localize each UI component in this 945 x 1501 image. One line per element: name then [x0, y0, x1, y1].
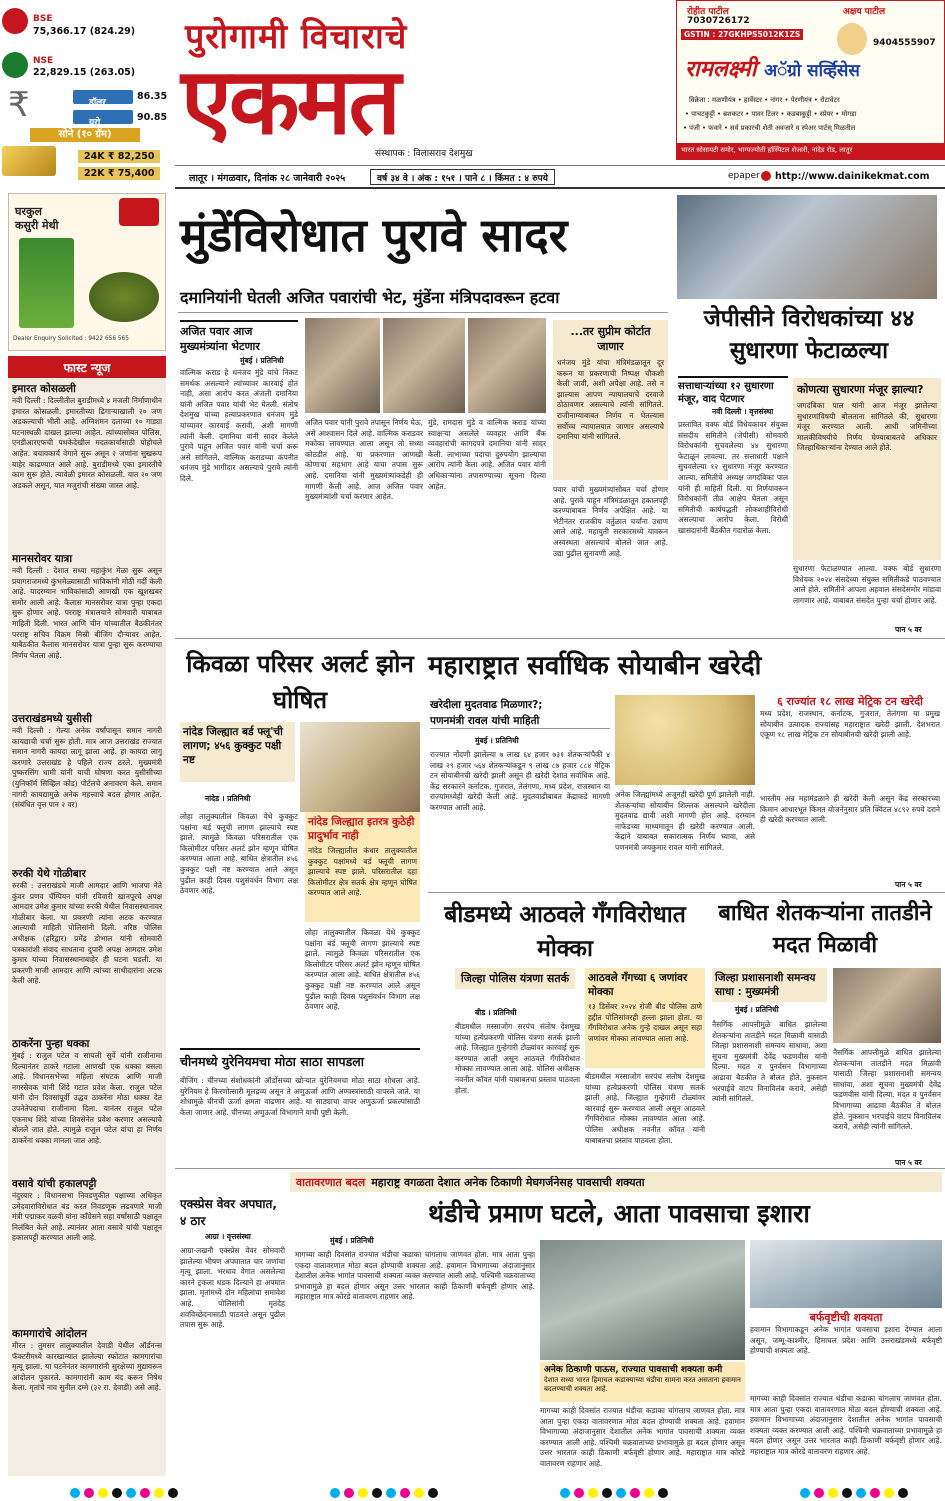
- bird-alert-box: [305, 812, 420, 922]
- registration-marks-far-right: [800, 1488, 908, 1498]
- ad-phone-2: 9404555907: [873, 38, 936, 48]
- soy-text-2: अनेक जिल्ह्यांमध्ये अजूनही खरेदी पूर्ण झालेली नाही. शेतकऱ्यांचा सोयाबीन शिल्लक असल्याने खरेदीला मुदतवाढ द्यावी अशी मागणी होत आहे. दरम्यान नाफेडच्या माध्यमातून ही खरेदी करण्यात आली. केंद्राने याबाबत सकारात्मक निर्णय घ्यावा, असे पणनमंत्री जयकुमार रावल यांनी सांगितले.: [615, 790, 755, 852]
- express-text: आग्रा-लखनौ एक्स्प्रेस वेवर सोमवारी झालेल्या भीषण अपघातात चार जणांचा मृत्यू झाला. भरधाव वेगात असलेल्या कारने ट्रकला धडक दिल्याने हा अपघात झाला. मृतांमध्ये दोन महिलांचा समावेश आहे. पोलिसांनी मृतदेह शवविच्छेदनासाठी पाठवले असून पुढील तपास सुरू आहे.: [180, 1246, 285, 1330]
- lead-rule: [178, 312, 668, 313]
- weather-caption-text: देशात सध्या भारत हिमाचल कडाक्याच्या थंडीचा सामना करत असताना हवामान बदलण्याची शक्यता आहे.: [544, 1376, 741, 1393]
- express-byline: आग्रा । वृत्तसंस्था: [205, 1232, 251, 1241]
- soy-box: [760, 695, 940, 791]
- left-ad: [8, 193, 166, 351]
- ad-left-small: Dealer Enquiry Solicited : 9422 656 565: [13, 336, 129, 342]
- weather-strip-text: महाराष्ट्र वगळता देशात अनेक ठिकाणी मेघगर्जनेसह पावसाची शक्यता: [371, 1175, 645, 1189]
- ad-left-brand: घरकुल: [15, 205, 42, 218]
- weather-strip: [290, 1172, 942, 1192]
- agro-ad: [676, 0, 945, 160]
- lead-photo-munde: [468, 318, 546, 413]
- registration-marks-left: [70, 1488, 178, 1498]
- bull-icon: [2, 8, 28, 34]
- weather-headline: थंडीचे प्रमाण घटले, आता पावसाचा इशारा: [428, 1199, 810, 1228]
- masthead-title: एकमत: [181, 48, 398, 155]
- express-headline: एक्स्प्रेस वेवर अपघात, ४ ठार: [180, 1197, 277, 1228]
- gold-label: सोने (१० ग्रॅम): [30, 128, 140, 142]
- farmers-text-2: नैसर्गिक आपत्तीमुळे बाधित झालेल्या शेतकऱ्यांना तातडीने मदत मिळावी यासाठी जिल्हा प्रशासनाशी समन्वय साधावा, अशा सूचना मुख्यमंत्री देवेंद्र फडणवीस यांनी दिल्या. मदत व पुनर्वसन विभागाच्या आढावा बैठकीत ते बोलत होते. नुकसान भरपाईचे वाटप विनाविलंब करावे, असेही त्यांनी सांगितले.: [833, 1048, 941, 1132]
- beed-headline: बीडमध्ये आठवले गँगविरोधात मोक्का: [444, 902, 686, 962]
- rain-photo: [540, 1240, 745, 1360]
- lead-byline: मुंबई । प्रतिनिधी: [240, 356, 284, 365]
- fast-news-header: [8, 356, 166, 378]
- chicken-photo: [300, 722, 420, 812]
- bird-text: लोहा तालुक्यातील किवळा येथे कुक्कुट पक्षांना बर्ड फ्लूची लागण झाल्याचे स्पष्ट झाले. त्यामुळे किवळा परिसरातील एक किलोमीटर परिसर अलर्ट झोन म्हणून घोषित करण्यात आला आहे. बाधित क्षेत्रातील ४५६ कुक्कुट पक्षी नष्ट करण्यात आले असून पुढील काही दिवस पशुसंवर्धन विभाग लक्ष ठेवणार आहे.: [180, 812, 298, 896]
- weather-caption-title: अनेक ठिकाणी पाऊस, राज्यात पावसाची शक्यता कमी: [544, 1365, 723, 1375]
- jpc-box-title: कोणत्या सुधारणा मंजूर झाल्या?: [797, 383, 924, 396]
- section-rule-1: [175, 638, 945, 639]
- news-title: इमारत कोसळली: [12, 383, 76, 395]
- farmers-byline: मुंबई । प्रतिनिधी: [735, 1005, 779, 1014]
- gold-bar-icon: [2, 146, 56, 176]
- news-text: रुरकी : उत्तराखंडचे माजी आमदार आणि भाजपा नेते कुंवर प्रणव चॅम्पियन यांनी रविवारी खानपूरचे अपक्ष आमदार उमेश कुमार यांच्या रुरकी येथील निवासस्थानावर गोळीबार केला. या प्रकरणी त्यांना अटक करण्यात आल्याची माहिती पोलिसांनी दिली. वरिष्ठ पोलिस अधीक्षक (हरिद्वार) प्रमेंद्र डोभाल यांनी सोमवारी पत्रकारांशी संवाद साधताना दुपारी अपक्ष आमदार उमेश कुमार यांच्या निवासस्थानाबाहेर ही घटना घडली. या प्रकरणी माजी आमदार आणि त्यांच्या साथीदारांना अटक केली आहे.: [12, 881, 162, 986]
- bird-alert-title: नांदेड जिल्ह्यात इतरत्र कुठेही प्रादुर्भाव नाही: [308, 816, 415, 842]
- news-text: नंदुरबार : विधानसभा निवडणुकीत पक्षाच्या अधिकृत उमेदवाराविरोधात बंड करत निवडणूक लढवणारे माजी मंत्री पद्माकर वळवी यांना काँग्रेसने सहा वर्षांसाठी पक्षातून निलंबित केले आहे. त्यानंतर आता वसावे यांची पक्षातून हकालपट्टी करण्यात आली आहे.: [12, 1191, 162, 1243]
- list-item: [12, 552, 162, 712]
- list-item: [12, 1177, 162, 1327]
- farmer-avatar: [837, 23, 867, 55]
- jpc-headline: जेपीसीने विरोधकांच्या ४४ सुधारणा फेटाळल्या: [703, 306, 915, 364]
- weather-caption: [540, 1362, 745, 1402]
- jpc-text-2: सुधारणा फेटाळण्यात आल्या. वक्फ बोर्ड सुधारणा विधेयक २०२४ संसदेच्या संयुक्त समितीकडे पाठवण्यात आले होते. समितीने आपला अहवाल संसदेसमोर मांडावा लागणार आहे. याबाबत संसदेत पुन्हा चर्चा होणार आहे.: [793, 564, 941, 605]
- section-rule-3: [175, 1168, 945, 1169]
- weather-text-3: मागच्या काही दिवसांत राज्यात थंडीचा कडाका चांगलाच जाणवत होता. मात्र आता पुन्हा एकदा वातावरणात मोठा बदल होण्याची शक्यता आहे. हवामान विभागाच्या अंदाजानुसार देशातील अनेक भागांत पावसाची शक्यता व्यक्त करण्यात आली आहे. पश्चिमी चक्रवाताच्या प्रभावामुळे हा बदल होणार असून उत्तर भारतात काही ठिकाणी बर्फवृष्टी होणार आहे. महाराष्ट्रात मात्र कोरडे वातावरण राहणार आहे.: [750, 1394, 942, 1456]
- farmers-box-title: जिल्हा प्रशासनाशी समन्वय साधा : मुख्यमंत्री: [712, 968, 827, 1002]
- lead-photo-pawar: [383, 318, 465, 413]
- masthead-founder: संस्थापक : विलासराव देशमुख: [375, 149, 473, 159]
- list-item: [12, 1037, 162, 1177]
- lead-box-text: धनंजय मुंडे यांचा मंत्रिमंडळातून दूर करून या प्रकरणाची निष्पक्ष चौकशी केली जावी, अशी अपेक्षा आहे. तसे न झाल्यास आपण न्यायालयाचे दरवाजे ठोठावणार असल्याचे त्यांनी सांगितले. राजीनाम्याबाबत निर्णय न घेतल्यास सर्वोच्च न्यायालयात जाणार असल्याचे दमानिया यांनी सांगितले.: [557, 358, 664, 442]
- farmers-headline: बाधित शेतकऱ्यांना तातडीने मदत मिळावी: [718, 901, 932, 958]
- bse-label: BSE: [33, 14, 53, 24]
- euro-label: युरो: [89, 118, 101, 128]
- bird-text-2: लोहा तालुक्यातील किवळा येथे कुक्कुट पक्षांना बर्ड फ्लूची लागण झाल्याचे स्पष्ट झाले. त्यामुळे किवळा परिसरातील एक किलोमीटर परिसर अलर्ट झोन म्हणून घोषित करण्यात आला आहे. बाधित क्षेत्रातील ४५६ कुक्कुट पक्षी नष्ट करण्यात आले असून पुढील काही दिवस पशुसंवर्धन विभाग लक्ष ठेवणार आहे.: [305, 928, 420, 1012]
- lead-side-title: अजित पवार आज मुख्यमंत्र्यांना भेटणार: [180, 320, 298, 354]
- snow-photo: [750, 1240, 942, 1308]
- beed-box-title: जिल्हा पोलिस यंत्रणा सतर्क: [455, 968, 575, 989]
- dollar-value: 86.35: [137, 91, 168, 102]
- news-text: नवी दिल्ली : देशात सध्या महाकुंभ मेळा सुरू असून प्रयागराजमध्ये कुंभमेळ्यासाठी भाविकांनी मोठी गर्दी केली आहे. यादरम्यान भाविकांसाठी आणखी एक खूशखबर समोर आली आहे. कैलास मानसरोवर यात्रा पुन्हा एकदा सुरू होणार आहे. परराष्ट्र मंत्रालयाने सोमवारी याबाबत माहिती दिली. भारत आणि चीन यांच्यातील बैठकीनंतर परराष्ट्र सचिव विक्रम मिस्री बीजिंग दौऱ्यावर आहेत. याबैठकीत कैलास मानसरोवर यात्रा पुन्हा सुरू करण्याचा निर्णय घेतला आहे.: [12, 566, 162, 660]
- bird-box-title: नांदेड जिल्ह्यात बर्ड फ्लू'ची लागण; ४५६ कुक्कुट पक्षी नष्ट: [180, 722, 295, 782]
- soy-text-1: राज्यात नोंदणी झालेल्या ७ लाख ६४ हजार ७३१ शेतकऱ्यांपैकी ४ लाख २९ हजार ५६४ शेतकऱ्यांकडून ९ लाख ८७ हजार ८८४ मेट्रिक टन सोयाबीनची खरेदी झाली असून ही खरेदी देशात सर्वाधिक आहे. केंद्र सरकारने कर्नाटक, गुजरात, तेलंगणा, मध्य प्रदेश, राजस्थान या राज्यांमध्येही खरेदी केली आहे. मुदतवाढीबाबत केंद्राकडे मागणी करण्यात आली आहे.: [430, 750, 610, 812]
- dateline-bar: [175, 165, 945, 187]
- masthead-tagline: पुरोगामी विचाराचे: [185, 17, 408, 57]
- farmers-text: नैसर्गिक आपत्तीमुळे बाधित झालेल्या शेतकऱ्यांना तातडीने मदत मिळावी यासाठी जिल्हा प्रशासनाशी समन्वय साधावा, अशा सूचना मुख्यमंत्री देवेंद्र फडणवीस यांनी दिल्या. मदत व पुनर्वसन विभागाच्या आढावा बैठकीत ते बोलत होते. नुकसान भरपाईचे वाटप विनाविलंब करावे, असेही त्यांनी सांगितले.: [712, 1020, 827, 1104]
- lead-headline: मुंडेंविरोधात पुरावे सादर: [180, 208, 568, 262]
- news-text: नवी दिल्ली : गेल्या अनेक वर्षांपासून समान नागरी कायद्याची चर्चा सुरू होती. मात्र आज उत्तराखंड राज्यात समान नागरी कायदा लागू झाला आहे. हा कायदा लागू करणारे उत्तराखंड हे पहिले राज्य ठरले. मुख्यमंत्री पुष्करसिंग धामी यांनी याची घोषणा करत युसीसीच्या (युनिफॉर्म सिव्हिल कोड) पोर्टलचे अनावरण केले. समान नागरी कायद्यामुळे अनेक महत्त्वाचे बदल होणार आहेत. (संबंधित वृत्त पान २ वर): [12, 726, 162, 810]
- jpc-byline: नवी दिल्ली । वृत्तसंस्था: [712, 407, 774, 416]
- lead-subhead: दमानियांनी घेतली अजित पवारांची भेट, मुंडेंना मंत्रिपदावरून हटवा: [180, 288, 560, 307]
- list-item: [12, 712, 162, 867]
- ad-line-4: भारत सोसायटी समोर, भाग्यज्योती हॉस्पिटल शेजारी, नांदेड रोड, लातूर: [677, 143, 944, 159]
- farmers-continued: पान ५ वर: [895, 1158, 922, 1167]
- china-text: बीजिंग : चीनच्या संशोधकांनी ऑर्डोसच्या खोऱ्यात युरेनियमचा मोठा साठा शोधला आहे. युरेनियम हे किरणोत्सारी मूलद्रव्य असून ते अणुऊर्जा आणि अण्वस्त्रांसाठी वापरले जाते. या शोधामुळे चीनची ऊर्जा क्षमता वाढणार आहे. या साठ्याचा वापर अणुऊर्जा प्रकल्पांसाठी केला जाणार आहे. चीनच्या अणुऊर्जा विभागाने याची पुष्टी केली.: [180, 1076, 420, 1117]
- market-box: [0, 0, 168, 185]
- ad-line-2: • पाचटकुट्टी • ब्रशकटर • पावर टिलर • कडबाकुट्टी • स्प्रेयर • मोगडा: [685, 110, 857, 118]
- ad-name-1: रोहीत पाटील: [687, 7, 729, 17]
- bird-alert-text: नांदेड जिल्ह्यातील कंधार तालुक्यातील कुक्कुट पक्षांमध्ये बर्ड फ्लूची लागण झाल्याचे स्पष्ट झाले. परिसरातील दहा किलोमीटर क्षेत्र सतर्क क्षेत्र म्हणून घोषित करण्यात आले आहे.: [308, 846, 417, 898]
- weather-text-2: मागच्या काही दिवसांत राज्यात थंडीचा कडाका चांगलाच जाणवत होता. मात्र आता पुन्हा एकदा वातावरणात मोठा बदल होण्याची शक्यता आहे. हवामान विभागाच्या अंदाजानुसार देशातील अनेक भागांत पावसाची शक्यता व्यक्त करण्यात आली आहे. पश्चिमी चक्रवाताच्या प्रभावामुळे हा बदल होणार असून उत्तर भारतात काही ठिकाणी बर्फवृष्टी होणार आहे. महाराष्ट्रात मात्र कोरडे वातावरण राहणार आहे.: [540, 1406, 745, 1468]
- fast-news: [8, 356, 166, 1476]
- issue-info: वर्ष ३४ वे । अंक : १५१ । पाने ८ । किंमत : ४ रुपये: [370, 169, 555, 185]
- news-text: मुंबई : राजुल पटेल व सायली सुर्वे यांनी राजीनामा दिल्यानंतर ठाकरे गटाला आणखी एक धक्का बसला आहे. विधानसभेच्या महिला संघटक आणि माजी नगरसेवक यांनी शिंदे गटात प्रवेश केला. राजुल पटेल यांनी दोन दिवसांपूर्वी उद्धव ठाकरेंना मोठा धक्का देत उपनेतेपदाचा राजीनामा दिला. यानंतर राजुल पटेल एकनाथ शिंदे यांच्या शिवसेनेत प्रवेश करणार असल्याचे बोलले जात होते. त्यामुळे राजुल पटेल यांचा हा निर्णय ठाकरेंना धक्का मानला जात आहे.: [12, 1051, 162, 1145]
- gold-24k: 24K ₹ 82,250: [78, 150, 160, 163]
- weather-box-text: हवामान विभागाकडून अनेक भागांत पावसाचा इशारा देण्यात आला असून, जम्मू-काश्मीर, हिमाचल प्रदेश आणि उत्तराखंडमध्ये बर्फवृष्टी होण्याची शक्यता आहे.: [750, 1325, 942, 1356]
- soy-kicker: खरेदीला मुदतवाढ मिळणार?;: [430, 699, 543, 711]
- beed-text-2: बीडमधील मस्साजोग सरपंच संतोष देशमुख यांच्या हत्येप्रकरणी पोलिस यंत्रणा सतर्क झाली आहे. जिल्ह्यात गुन्हेगारी टोळ्यांवर कारवाई सुरू करण्यात आली असून आठवले गँगविरोधात मोक्का लावण्यात आला आहे. पोलिस अधीक्षक नवनीत कॉवत यांनी याबाबतचा प्रस्ताव पाठवला होता.: [585, 1072, 705, 1145]
- ad-gstin: GSTIN : 27GKHPS5012K1ZS: [681, 29, 803, 40]
- dateline: लातूर । मंगळवार, दिनांक २८ जानेवारी २०२५: [189, 173, 346, 184]
- weather-byline: मुंबई । प्रतिनिधी: [330, 1236, 374, 1245]
- soy-text-3: भारतीय अन्न महामंडळाने ही खरेदी केली असून केंद्र सरकारच्या किमान आधारभूत किंमत योजनेनुसार प्रति क्विंटल ४८९२ रुपये दराने ही खरेदी करण्यात आली.: [760, 794, 940, 825]
- news-title: ठाकरेंना पुन्हा धक्का: [12, 1038, 90, 1050]
- soy-box-text: मध्य प्रदेश, राजस्थान, कर्नाटक, गुजरात, तेलंगणा या प्रमुख सोयाबीन उत्पादक राज्यांसह महाराष्ट्रात खरेदी झाली. देशभरात एकूण १८ लाख मेट्रिक टन सोयाबीनची खरेदी झाली आहे.: [760, 709, 940, 740]
- ad-brand-2: अॅग्रो सर्व्हिसेस: [764, 61, 860, 81]
- beed-box2-text: १३ डिसेंबर २०२४ रोजी बीड पोलिस ठाणे हद्दीत पोलिसांवरही हल्ला झाला होता. या गँगविरोधात अनेक गुन्हे दाखल असून सहा जणांवर मोक्का लावण्यात आला आहे.: [588, 1002, 702, 1043]
- registration-marks-right: [560, 1488, 668, 1498]
- euro-value: 90.85: [137, 112, 168, 123]
- section-rule-2: [428, 892, 945, 893]
- weather-strip-label: वातावरणात बदल: [296, 1175, 366, 1189]
- jpc-box-text: जगदंबिका पाल यांनी आज मंजूर झालेल्या सुधारणांविषयी बोलताना सांगितले की, सुधारणा मंजूर करण्यात आली. आधी जमिनीच्या मालकीविषयीचे निर्णय घेण्याबाबतचे अधिकार जिल्हाधिकाऱ्यांना देण्यात आले होते.: [797, 401, 937, 453]
- list-item: [12, 867, 162, 1037]
- lead-col-4: पवार यांची मुख्यमंत्र्यांसोबत चर्चा होणार आहे. पुरावे पाहून मंत्रिमंडळातून हकालपट्टी करण्याबाबत निर्णय अपेक्षित आहे. या भेटीनंतर राजकीय वर्तुळात चर्चांना उधाण आले आहे. महायुती सरकारमध्ये यावरून अस्वस्थता असल्याचे बोलले जात आहे. उद्या पुढील सुनावणी आहे.: [553, 485, 668, 558]
- website-link[interactable]: http://www.dainikekmat.com: [775, 171, 930, 182]
- bse-value: 75,366.17 (824.29): [33, 26, 136, 37]
- beed-box2-title: आठवले गँगच्या ६ जणांवर मोक्का: [588, 972, 688, 998]
- registration-marks-center: [330, 1488, 438, 1498]
- ad-line-3: • पंजी • फवारे • सर्व प्रकारची शेती अवजारे व स्पेअर पार्टस् मिळतील: [683, 124, 856, 132]
- lead-col-2: अजित पवार यांनी पुरावे तपासून निर्णय घेऊ, असे आश्वासन दिले आहे. वाल्मिक कराडवर मकोका लावण्यात आला असून तो सध्या कोठडीत आहे. या प्रकरणात आणखी कोणाचा सहभाग आहे याचा तपास सुरू आहे. दमानिया यांनी मुख्यमंत्र्यांकडेही ही मागणी केली आहे. आज अजित पवार मुख्यमंत्र्यांशी चर्चा करणार आहेत.: [305, 418, 423, 502]
- beed-box-2: [585, 968, 705, 1068]
- fadnavis-photo: [833, 968, 941, 1043]
- spice-packet-icon: [19, 238, 74, 328]
- lead-col-3: मुंडे, रामदास मुंडे व वाल्मिक कराड यांच्या स्वाक्षऱ्या असलेले व्यवहार आणि बँक व्यवहारांची कागदपत्रे दमानिया यांनी सादर केली. लाभाच्या पदाचा दुरुपयोग झाल्याचा आरोप त्यांनी केला आहे. अजित पवार यांनी अधिकाऱ्यांना तपासण्याच्या सूचना दिल्या आहेत.: [428, 418, 546, 491]
- jpc-text-1: प्रस्तावित वक्फ बोर्ड विधेयकावर संयुक्त संसदीय समितीने (जेपीसी) सोमवारी विरोधकांनी सुचवलेल्या ४४ सुधारणा फेटाळून लावल्या. तर सत्ताधारी पक्षाने सुचवलेल्या १२ सुधारणा मंजूर करण्यात आल्या. समितीचे अध्यक्ष जगदंबिका पाल यांनी ही माहिती दिली. या निर्णयावरून विरोधकांनी तीव्र आक्षेप घेतला असून समितीची कार्यपद्धती लोकशाहीविरोधी असल्याचा आरोप केला. विरोधी खासदारांनी बैठकीत गदारोळ केला.: [678, 420, 788, 535]
- ad-left-product: कसुरी मेथी: [15, 219, 59, 232]
- euro-badge: [73, 110, 133, 128]
- bull-icon-2: [2, 52, 28, 78]
- news-title: रुरकी येथे गोळीबार: [12, 868, 86, 880]
- news-title: उत्तराखंडमध्ये युसीसी: [12, 713, 92, 725]
- soy-continued: पान ५ वर: [895, 880, 922, 889]
- soy-headline: महाराष्ट्रात सर्वाधिक सोयाबीन खरेदी: [428, 651, 762, 681]
- lead-photo-damania: [305, 318, 380, 413]
- rupee-icon: ₹: [8, 85, 30, 125]
- lead-box-title: ...तर सुप्रीम कोर्टात जाणार: [570, 325, 651, 353]
- china-headline: चीनमध्ये युरेनियमचा मोठा साठा सापडला: [180, 1048, 420, 1071]
- ad-name-2: अक्षय पाटील: [843, 7, 886, 17]
- news-title: वसावे यांची हकालपट्टी: [12, 1178, 97, 1190]
- jpc-sub: सत्ताधाऱ्यांच्या १२ सुधारणा मंजूर, वाद पेटणार: [678, 376, 788, 406]
- globe-icon: [761, 171, 771, 181]
- jpc-photo: [677, 195, 937, 299]
- soy-sub: पणनमंत्री रावल यांची माहिती: [430, 714, 610, 729]
- news-title: मानसरोवर यात्रा: [12, 553, 73, 565]
- ad-phone-1: 7030726172: [687, 16, 750, 26]
- masthead-rule: [175, 187, 945, 189]
- jpc-box: [793, 378, 941, 560]
- nse-value: 22,829.15 (263.05): [33, 67, 136, 78]
- jpc-continued: पान ५ वर: [895, 625, 922, 634]
- list-item: [12, 1327, 162, 1467]
- bird-headline: किवळा परिसर अलर्ट झोन घोषित: [186, 650, 414, 714]
- gold-22k: 22K ₹ 75,400: [78, 167, 160, 180]
- ad-left-logo: [119, 198, 159, 226]
- soy-byline: मुंबई । प्रतिनिधी: [475, 736, 519, 745]
- lead-col-1: वाल्मिक कराड हे धनंजय मुंडे यांचे निकट समर्थक असल्याने त्यांच्यावर कारवाई होत नाही, असा आरोप करत अंजली दमानिया यांनी अजित पवार यांची भेट घेतली. संतोष देशमुख यांच्या हत्याप्रकरणात धनंजय मुंडे यांच्यावर कारवाई करावी, अशी मागणी त्यांनी केली. दमानिया यांनी सादर केलेले पुरावे पाहून अजित पवार यांनी चर्चा करू असे सांगितले. वाल्मिक कराडच्या कंपनीत धनंजय मुंडे भागीदार असल्याचे पुरावे त्यांनी दिले.: [180, 368, 298, 483]
- dollar-badge: [73, 90, 133, 108]
- ad-brand: [685, 53, 860, 83]
- epaper-label: epaper: [728, 171, 760, 181]
- fast-news-list: [12, 382, 162, 1467]
- nse-label: NSE: [33, 56, 54, 66]
- beed-byline: बीड । प्रतिनिधी: [475, 1008, 517, 1017]
- soybean-photo: [615, 695, 755, 785]
- weather-box: [750, 1310, 942, 1390]
- weather-text: मागच्या काही दिवसांत राज्यात थंडीचा कडाका चांगलाच जाणवत होता. मात्र आता पुन्हा एकदा वातावरणात मोठा बदल होण्याची शक्यता आहे. हवामान विभागाच्या अंदाजानुसार देशातील अनेक भागांत पावसाची शक्यता व्यक्त करण्यात आली आहे. पश्चिमी चक्रवाताच्या प्रभावामुळे हा बदल होणार असून उत्तर भारतात काही ठिकाणी बर्फवृष्टी होणार आहे. महाराष्ट्रात मात्र कोरडे वातावरण राहणार आहे.: [295, 1250, 535, 1302]
- spice-bowl-icon: [89, 272, 159, 322]
- lead-box: [553, 320, 668, 480]
- bird-byline: नांदेड । प्रतिनिधी: [205, 794, 251, 803]
- ad-brand-1: रामलक्ष्मी: [685, 57, 757, 82]
- masthead: [175, 0, 675, 172]
- news-title: कामगारांचे आंदोलन: [12, 1328, 88, 1340]
- fast-news-title: फास्ट न्यूज: [63, 360, 111, 375]
- weather-box-title: बर्फवृष्टीची शक्यता: [809, 1311, 883, 1324]
- news-text: नवी दिल्ली : दिल्लीतील बुराडीमध्ये ४ मजली निर्माणाधीन इमारत कोसळली. इमारतीच्या ढिगाऱ्याखाली २० जण अडकल्याची भीती आहे. अग्निशमन दलाच्या १० गाड्या घटनास्थळी दाखल झाल्या आहेत. त्यांच्यासोबत पोलिस, एनडीआरएफची पथकेदेखील मदतकार्यासाठी पोहोचले आहेत. बचावकार्य वेगाने सुरू असून २ जणांना सुखरूप बाहेर काढण्यात आले आहे. बुराडीमध्ये एका इमारतीचे काम सुरू होते. त्यावेळी इमारत कोसळली. यात २० जण अडकले असून, यात मजुरांची संख्या जास्त आहे.: [12, 396, 162, 490]
- ad-line-1: विक्रेता : मळणीयंत्र • हार्वेस्टर • नांगर • पेरणीयंत्र • रोटावेटर: [689, 96, 840, 104]
- soy-box-title: ६ राज्यांत १८ लाख मेट्रिक टन खरेदी: [777, 695, 923, 708]
- beed-text: बीडमधील मस्साजोग सरपंच संतोष देशमुख यांच्या हत्येप्रकरणी पोलिस यंत्रणा सतर्क झाली आहे. जिल्ह्यात गुन्हेगारी टोळ्यांवर कारवाई सुरू करण्यात आली असून आठवले गँगविरोधात मोक्का लावण्यात आला आहे. पोलिस अधीक्षक नवनीत कॉवत यांनी याबाबतचा प्रस्ताव पाठवला होता.: [455, 1022, 580, 1095]
- list-item: [12, 382, 162, 552]
- dollar-label: डॉलर: [89, 98, 106, 108]
- news-text: मीरत : तुमसर तालुक्यातील देवाडी येथील ऑर्डनन्स फॅक्टरीमध्ये कारखान्यात झालेल्या स्फोटात कामगारांचा मृत्यू झाला. या घटनेनंतर कामगारांनी सुरक्षेच्या मुद्यावरून आंदोलन पुकारले. कामगारांनी काम बंद करून निषेध केला. मृतांचे नाव सुनील दम्मे (३२ रा. देवाडी) असे आहे.: [12, 1341, 162, 1393]
